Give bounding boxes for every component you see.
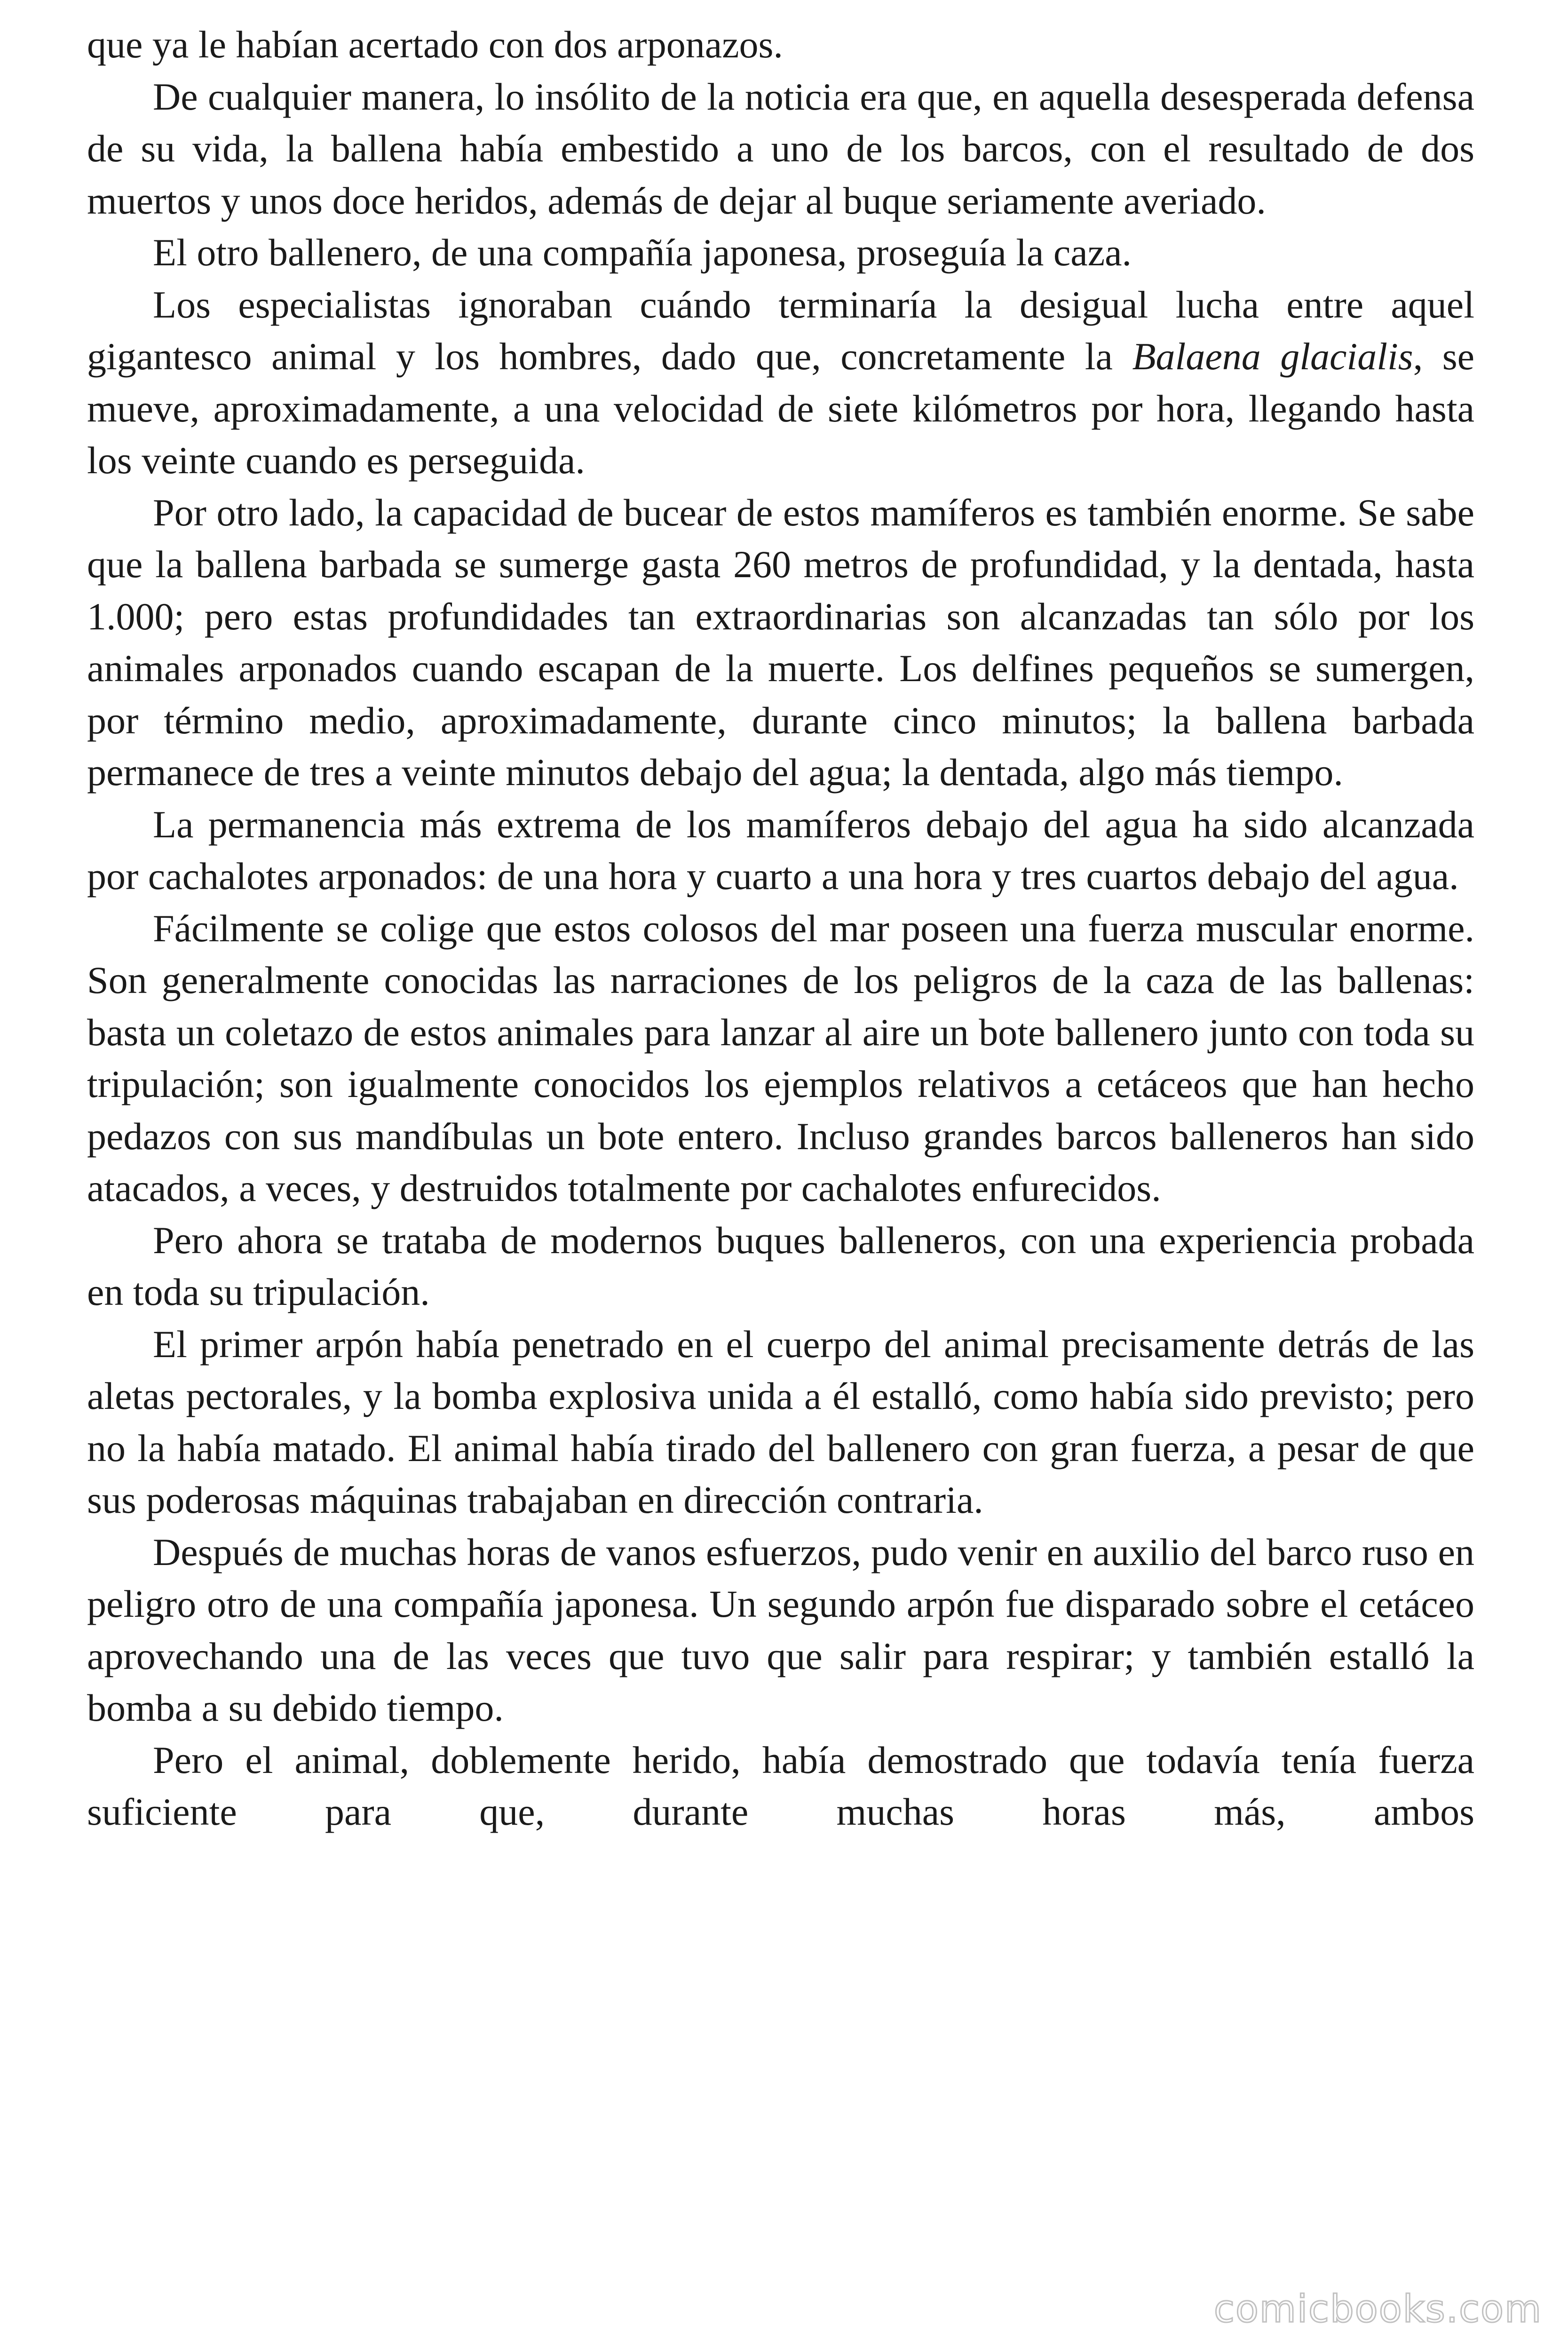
paragraph-1: que ya le habían acertado con dos arponazos. — [87, 23, 783, 66]
paragraph-4-text-before: Los especialistas ignoraban cuándo terminaría la desigual lucha entre aquel gigantesco animal y los hombres, dado que, concretamente la — [87, 283, 1474, 378]
species-name: Balaena glacialis — [1132, 335, 1413, 378]
paragraph-2: De cualquier manera, lo insólito de la noticia era que, en aquella desesperada defensa de su vida, la ballena había embestido a uno de los barcos, con el resultado de dos muertos y unos doce heridos, además de dejar al buque seriamente averiado. — [87, 75, 1474, 222]
paragraph-7: Fácilmente se colige que estos colosos del mar poseen una fuerza muscular enorme. Son generalmente conocidas las narraciones de los peligros de la caza de las ballenas: basta un coletazo de estos animales para lanzar al aire un bote ballenero junto con toda su tripulación; son igualmente conocidos los ejemplos relativos a cetáceos que han hecho pedazos con sus mandíbulas un bote entero. Incluso grandes barcos balleneros han sido atacados, a veces, y destruidos totalmente por cachalotes enfurecidos. — [87, 906, 1474, 1209]
paragraph-8: Pero ahora se trataba de modernos buques balleneros, con una experiencia probada en toda su tripulación. — [87, 1218, 1474, 1313]
paragraph-4 — [87, 279, 1474, 487]
paragraph-11: Pero el animal, doblemente herido, había demostrado que todavía tenía fuerza suficiente para que, durante muchas horas más, ambos — [87, 1738, 1474, 1833]
watermark: comicbooks.com — [1213, 2287, 1542, 2331]
book-page — [87, 19, 1474, 1838]
paragraph-10: Después de muchas horas de vanos esfuerzos, pudo venir en auxilio del barco ruso en peligro otro de una compañía japonesa. Un segundo arpón fue disparado sobre el cetáceo aprovechando una de las veces que tuvo que salir para respirar; y también estalló la bomba a su debido tiempo. — [87, 1530, 1474, 1729]
paragraph-4-text-after: , se mueve, aproximadamente, a una velocidad de siete kilómetros por hora, llegando hasta los veinte cuando es perseguida. — [87, 335, 1475, 482]
paragraph-5: Por otro lado, la capacidad de bucear de estos mamíferos es también enorme. Se sabe que la ballena barbada se sumerge gasta 260 metros de profundidad, y la dentada, hasta 1.000; pero estas profundidades tan extraordinarias son alcanzadas tan sólo por los animales arponados cuando escapan de la muerte. Los delfines pequeños se sumergen, por término medio, aproximadamente, durante cinco minutos; la ballena barbada permanece de tres a veinte minutos debajo del agua; la dentada, algo más tiempo. — [87, 491, 1474, 794]
paragraph-6: La permanencia más extrema de los mamíferos debajo del agua ha sido alcanzada por cachalotes arponados: de una hora y cuarto a una hora y tres cuartos debajo del agua. — [87, 803, 1474, 898]
paragraph-3: El otro ballenero, de una compañía japonesa, proseguía la caza. — [153, 231, 1132, 274]
paragraph-9: El primer arpón había penetrado en el cuerpo del animal precisamente detrás de las aletas pectorales, y la bomba explosiva unida a él estalló, como había sido previsto; pero no la había matado. El animal había tirado del ballenero con gran fuerza, a pesar de que sus poderosas máquinas trabajaban en dirección contraria. — [87, 1322, 1474, 1521]
